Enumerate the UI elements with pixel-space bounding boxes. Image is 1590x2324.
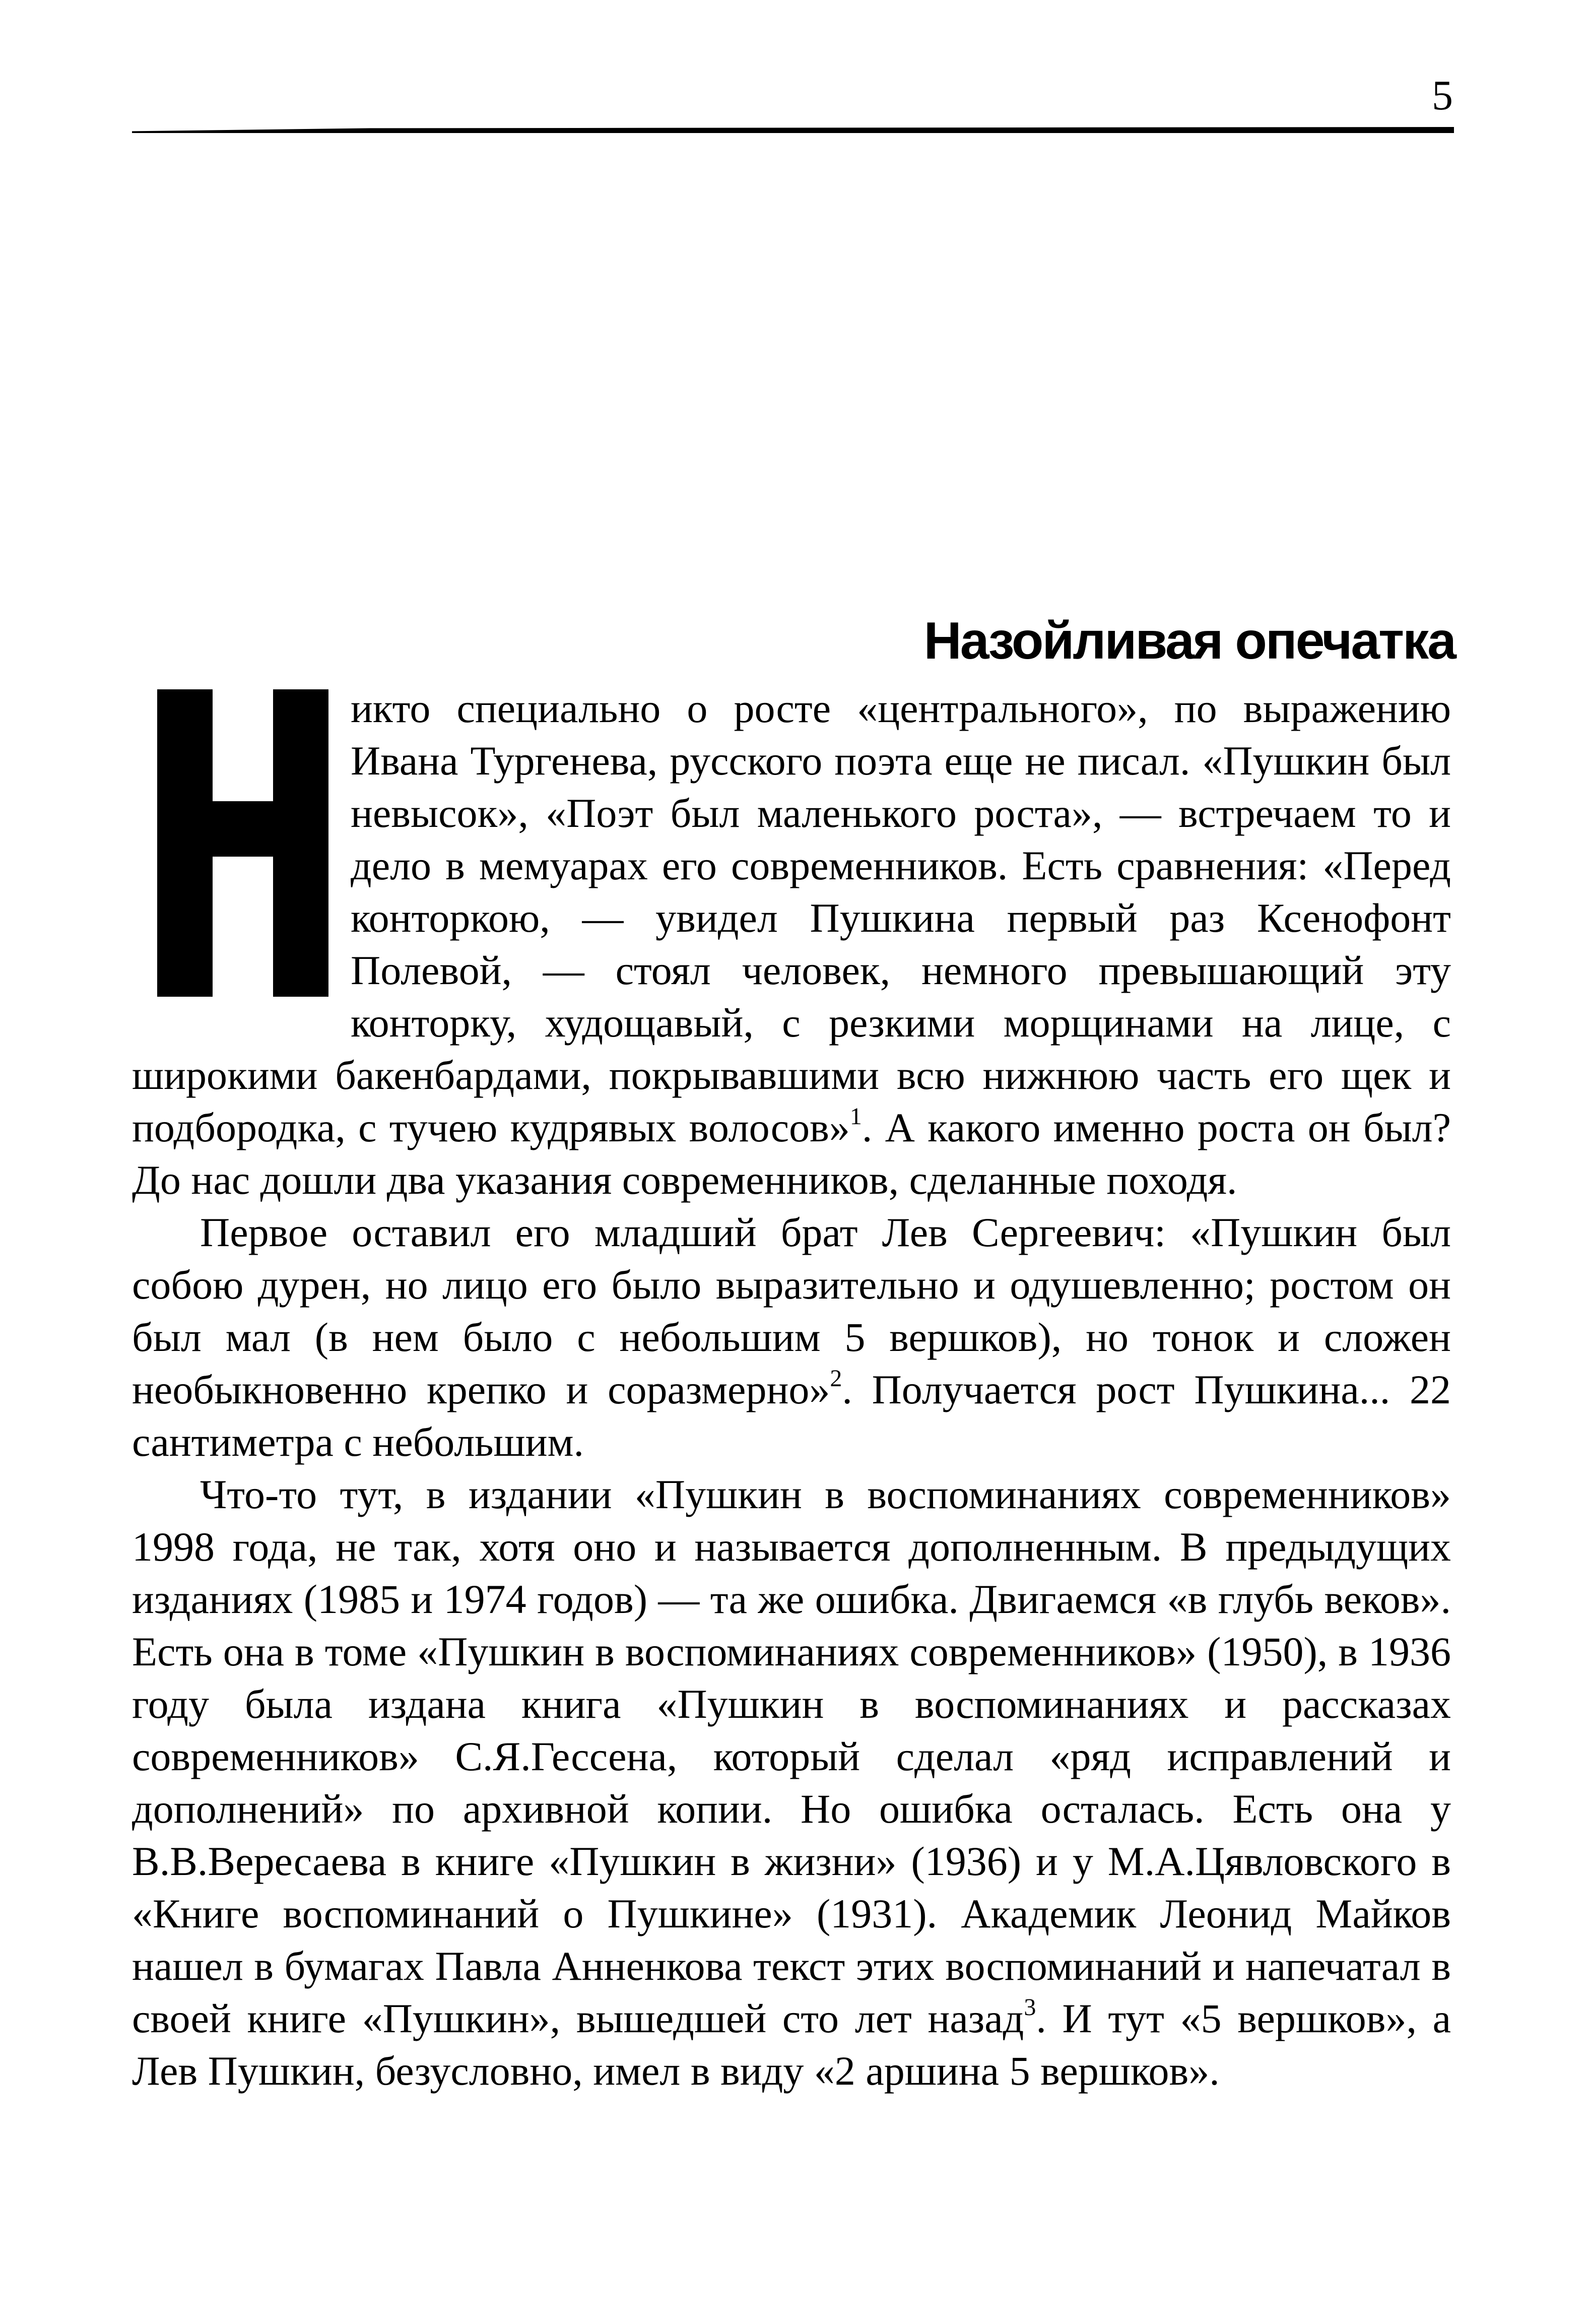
paragraph-1-text: икто специально о росте «центрального», по выражению Ивана Тургенева, русского поэта еще не писал. «Пушкин был невысок», «Поэт был маленького роста», — встречаем то и дело в мемуарах его современников. Есть сравнения: «Перед конторкою, — увидел Пушкина первый раз Ксенофонт Полевой, — стоял человек, немного превышающий эту конторку, худощавый, с резкими морщинами на лице, с широкими бакенбардами, покрывавшими всю нижнюю часть его щек и подбородка, с тучею кудрявых волосов»: [132, 685, 1451, 1150]
paragraph-2: [132, 1206, 1451, 1468]
footnote-ref-3: 3: [1024, 1994, 1036, 2021]
page-number: 5: [1432, 72, 1453, 119]
footnote-ref-2: 2: [830, 1365, 842, 1392]
paragraph-3-tail: . И тут «5 вершков», а Лев Пушкин, безусловно, имел в виду «2 аршина 5 вершков».: [132, 1995, 1451, 2094]
paragraph-2-text: Первое оставил его младший брат Лев Сергеевич: «Пушкин был собою дурен, но лицо его было выразительно и одушевленно; ростом он был мал (в нем было с небольшим 5 вершков), но тонок и сложен необыкновенно крепко и соразмерно»: [132, 1209, 1451, 1412]
paragraph-3: [132, 1468, 1451, 2097]
paragraph-2-tail: . Получается рост Пушкина... 22 сантиметра с небольшим.: [132, 1367, 1451, 1465]
drop-cap: [132, 689, 334, 997]
article-body: [132, 682, 1451, 2097]
header-rule: [132, 127, 1454, 133]
paragraph-3-text: Что-то тут, в издании «Пушкин в воспоминаниях современников» 1998 года, не так, хотя оно и называется дополненным. В предыдущих изданиях (1985 и 1974 годов) — та же ошибка. Двигаемся «в глубь веков». Есть она в томе «Пушкин в воспоминаниях современников» (1950), в 1936 году была издана книга «Пушкин в воспоминаниях и рассказах современников» С.Я.Гессена, который сделал «ряд исправлений и дополнений» по архивной копии. Но ошибка осталась. Есть она у В.В.Вересаева в книге «Пушкин в жизни» (1936) и у М.А.Цявловского в «Книге воспоминаний о Пушкине» (1931). Академик Леонид Майков нашел в бумагах Павла Анненкова текст этих воспоминаний и напечатал в своей книге «Пушкин», вышедшей сто лет назад: [132, 1471, 1451, 2041]
paragraph-1-tail: . А какого именно роста он был? До нас дошли два указания современников, сделанные походя.: [132, 1105, 1451, 1203]
article-title: Назойливая опечатка: [923, 611, 1455, 670]
paragraph-1: [132, 682, 1451, 1206]
drop-cap-right-stem: [273, 689, 328, 997]
footnote-ref-1: 1: [849, 1103, 862, 1130]
